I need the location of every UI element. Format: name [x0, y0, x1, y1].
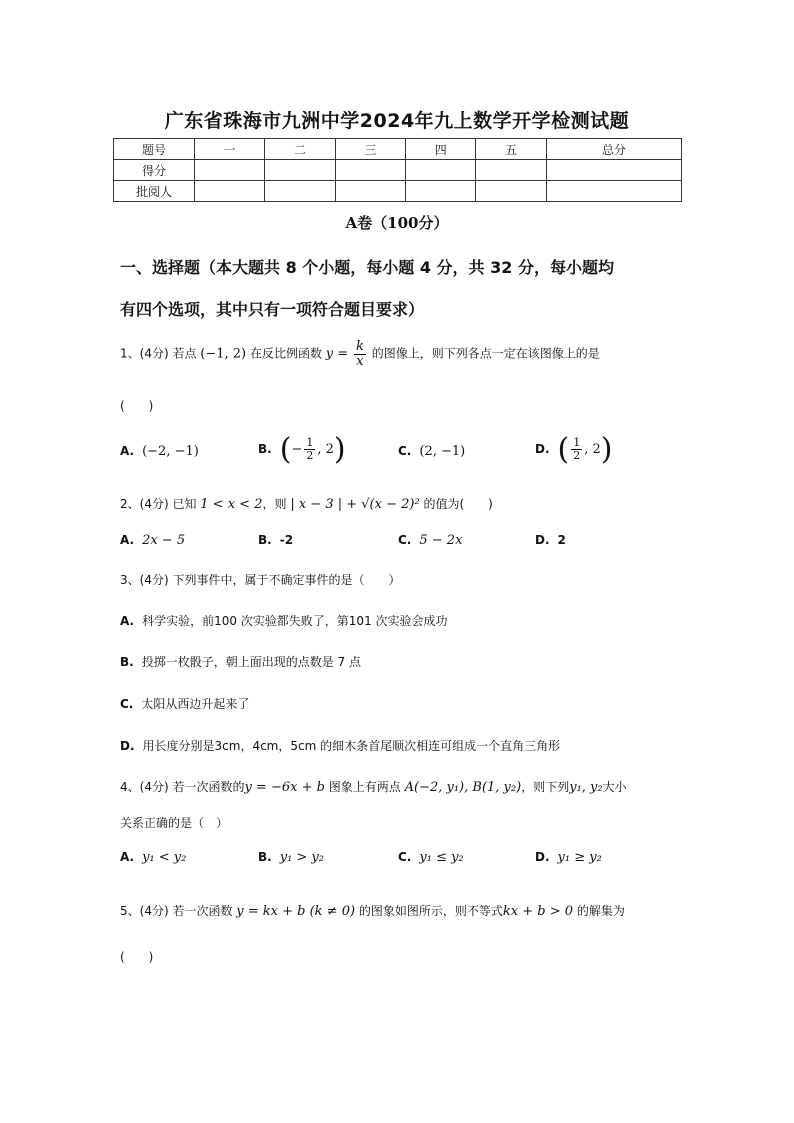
q5-suffix: 的解集为	[576, 904, 625, 918]
table-cell	[546, 160, 681, 181]
option-letter: D.	[535, 442, 550, 456]
left-paren: (	[279, 432, 292, 467]
table-cell	[406, 181, 476, 202]
q4-vars: y₁, y₂	[569, 780, 603, 795]
q5-function: y = kx + b (k ≠ 0)	[236, 904, 356, 919]
table-header-cell: 四	[406, 139, 476, 160]
left-paren: (	[557, 432, 570, 467]
q4-option-d	[535, 850, 602, 865]
table-header-cell: 一	[195, 139, 265, 160]
fraction-denominator: 2	[306, 449, 314, 462]
q5-mid: 的图象如图所示，则不等式	[358, 904, 503, 918]
fraction-denominator: 2	[573, 449, 581, 462]
table-cell	[265, 160, 335, 181]
option-text: (2, −1)	[419, 444, 466, 459]
option-letter: A.	[120, 614, 135, 628]
option-letter: B.	[258, 442, 272, 456]
exam-title: 广东省珠海市九洲中学2024年九上数学开学检测试题	[164, 110, 630, 132]
q4-stem-line2: 关系正确的是（ ）	[120, 816, 229, 830]
table-header-cell: 五	[476, 139, 546, 160]
fraction-numerator: 1	[573, 436, 581, 450]
q2-expression: | x − 3 | + √(x − 2)²	[290, 497, 420, 512]
q2-prefix: 2、(4分) 已知	[120, 497, 197, 511]
q3-option-d	[120, 737, 560, 754]
table-header-cell: 总分	[546, 139, 681, 160]
q2-option-b	[258, 533, 293, 547]
option-letter: C.	[398, 444, 412, 458]
option-text: 投掷一枚骰子，朝上面出现的点数是 7 点	[141, 655, 361, 669]
option-text: y₁ < y₂	[142, 850, 187, 865]
q2-stem	[120, 495, 493, 512]
option-tail: , 2	[584, 442, 601, 457]
q1-mid: 在反比例函数	[249, 346, 322, 361]
q1-prefix: 1、(4分) 若点	[120, 346, 197, 361]
q1-stem	[120, 340, 600, 368]
option-letter: A.	[120, 850, 135, 864]
q5-stem	[120, 902, 625, 919]
table-header-cell: 题号	[114, 139, 195, 160]
option-letter: C.	[398, 533, 412, 547]
row-label: 批阅人	[114, 181, 195, 202]
option-fraction	[304, 437, 315, 461]
q4-mid: 图象上有两点	[328, 780, 401, 794]
option-text: 2	[557, 533, 566, 547]
option-letter: C.	[120, 697, 134, 711]
q3-stem: 3、(4分) 下列事件中，属于不确定事件的是（ ）	[120, 573, 401, 587]
q4-option-b	[258, 850, 324, 865]
fraction-numerator: k	[356, 339, 364, 354]
q5-answer-paren: ( )	[120, 950, 154, 964]
q1-suffix: 的图像上，则下列各点一定在该图像上的是	[371, 346, 600, 361]
table-cell	[335, 181, 405, 202]
right-paren: )	[600, 432, 613, 467]
q3-option-a	[120, 612, 448, 629]
option-tail: , 2	[317, 442, 334, 457]
table-cell	[476, 160, 546, 181]
q2-mid: ，则	[262, 497, 287, 511]
q5-prefix: 5、(4分) 若一次函数	[120, 904, 233, 918]
q4-function: y = −6x + b	[244, 780, 325, 795]
q1-func-lhs: y =	[325, 346, 349, 362]
q1-option-d	[535, 432, 613, 467]
option-text: -2	[279, 533, 294, 547]
right-paren: )	[333, 432, 346, 467]
option-text: (−2, −1)	[142, 444, 199, 459]
q2-suffix: 的值为( )	[423, 497, 493, 511]
table-cell	[195, 160, 265, 181]
option-letter: B.	[258, 850, 272, 864]
q5-inequality: kx + b > 0	[502, 904, 574, 919]
table-cell	[265, 181, 335, 202]
option-text: 太阳从西边升起来了	[141, 697, 250, 711]
q1-fraction	[354, 340, 366, 368]
fraction-numerator: 1	[306, 436, 314, 450]
score-row	[114, 160, 682, 181]
q4-prefix: 4、(4分) 若一次函数的	[120, 780, 245, 794]
q3-option-c	[120, 695, 249, 712]
q2-condition: 1 < x < 2	[200, 497, 263, 512]
q2-option-a	[120, 533, 185, 548]
q1-point: (−1, 2)	[200, 346, 247, 362]
option-letter: B.	[258, 533, 272, 547]
option-text: 用长度分别是3cm，4cm，5cm 的细木条首尾顺次相连可组成一个直角三角形	[142, 739, 561, 753]
option-letter: D.	[120, 739, 135, 753]
volume-a-heading: A卷（100分）	[345, 214, 449, 232]
q1-option-b	[258, 432, 346, 467]
section1-heading-line1: 一、选择题（本大题共 8 个小题，每小题 4 分，共 32 分，每小题均	[120, 258, 614, 277]
option-letter: C.	[398, 850, 412, 864]
grader-row	[114, 181, 682, 202]
option-text: 2x − 5	[142, 533, 186, 548]
q3-option-b	[120, 653, 361, 670]
option-letter: D.	[535, 533, 550, 547]
table-cell	[195, 181, 265, 202]
table-cell	[476, 181, 546, 202]
row-label: 得分	[114, 160, 195, 181]
q1-option-a	[120, 444, 199, 459]
table-cell	[546, 181, 681, 202]
option-letter: B.	[120, 655, 134, 669]
option-letter: A.	[120, 444, 135, 458]
option-text: 科学实验，前100 次实验都失败了，第101 次实验会成功	[142, 614, 448, 628]
q2-option-c	[398, 533, 462, 548]
table-header-cell: 二	[265, 139, 335, 160]
option-text: y₁ ≥ y₂	[557, 850, 602, 865]
q4-mid2: ，则下列	[521, 780, 570, 794]
option-letter: A.	[120, 533, 135, 547]
q1-option-c	[398, 444, 465, 459]
option-text: y₁ ≤ y₂	[419, 850, 464, 865]
section1-heading-line2: 有四个选项，其中只有一项符合题目要求）	[120, 300, 425, 319]
table-cell	[406, 160, 476, 181]
q4-stem-line1	[120, 778, 627, 795]
score-table	[113, 138, 682, 202]
q4-option-a	[120, 850, 186, 865]
option-text: y₁ > y₂	[279, 850, 324, 865]
option-letter: D.	[535, 850, 550, 864]
fraction-denominator: x	[356, 353, 364, 369]
score-table-header-row	[114, 139, 682, 160]
q1-answer-paren: ( )	[120, 399, 154, 413]
option-sign: −	[291, 442, 303, 457]
q4-suffix: 大小	[602, 780, 627, 794]
q4-points: A(−2, y₁), B(1, y₂)	[404, 780, 522, 795]
q2-option-d	[535, 533, 566, 547]
table-cell	[335, 160, 405, 181]
table-header-cell: 三	[335, 139, 405, 160]
option-fraction	[571, 437, 582, 461]
q4-option-c	[398, 850, 464, 865]
option-text: 5 − 2x	[419, 533, 463, 548]
